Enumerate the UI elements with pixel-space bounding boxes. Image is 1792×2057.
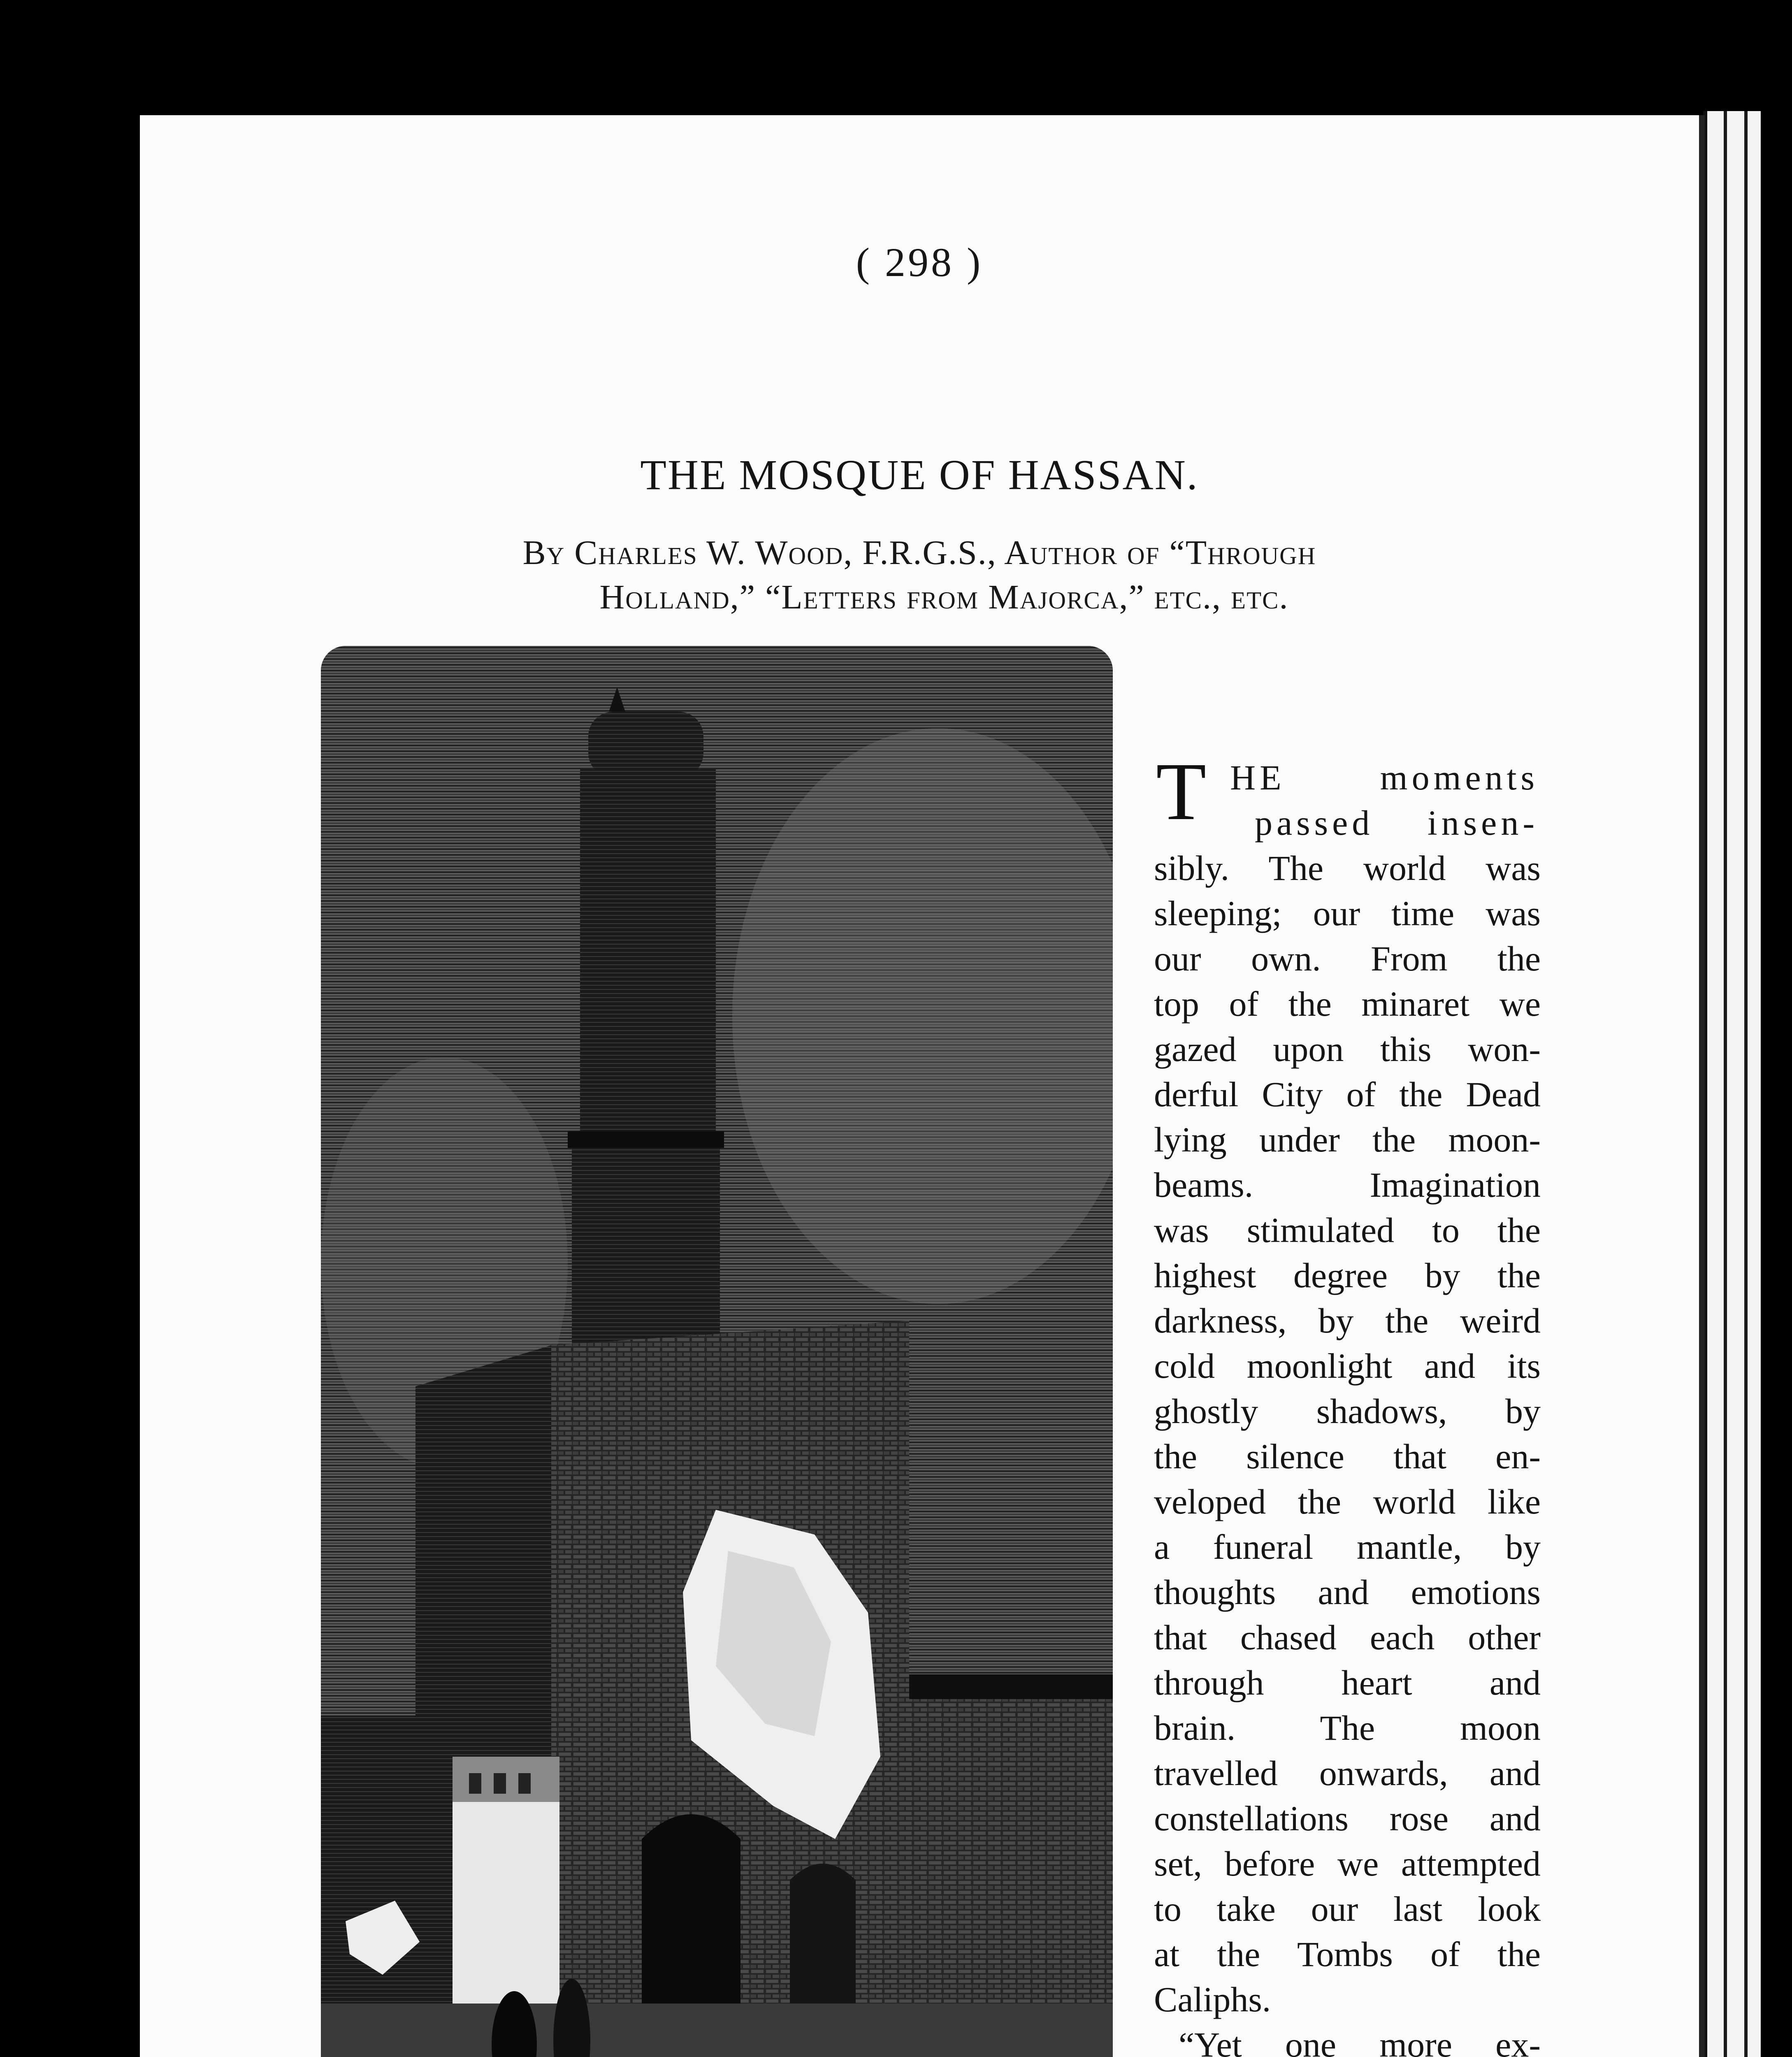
column-line: travelled onwards, and [1154,1753,1541,1793]
column-line: thoughts and emotions [1154,1572,1541,1612]
column-line: brain. The moon [1154,1708,1541,1748]
column-line: lying under the moon- [1154,1120,1541,1159]
column-line: a funeral mantle, by [1154,1527,1541,1567]
column-line: highest degree by the [1154,1256,1541,1295]
column-line: cold moonlight and its [1154,1346,1541,1386]
book-page [140,115,1705,2057]
page-number: ( 298 ) [856,239,983,285]
byline-line-2: Holland,” “Letters from Majorca,” etc., etc. [599,578,1289,616]
column-line: ghostly shadows, by [1154,1391,1541,1431]
column-line: Caliphs. [1154,1980,1271,2019]
next-page-edge [1703,111,1761,2057]
column-line: constellations rose and [1154,1799,1541,1838]
mosque-engraving [321,646,1113,2057]
column-line: to take our last look [1154,1889,1541,1929]
column-line: sibly. The world was [1154,848,1541,888]
column-line: gazed upon this won- [1154,1029,1541,1069]
column-line: veloped the world like [1154,1482,1541,1521]
column-line: darkness, by the weird [1154,1301,1541,1340]
column-line: sleeping; our time was [1154,894,1541,933]
opening-line-1: HE moments [1230,758,1539,797]
article-title: THE MOSQUE OF HASSAN. [640,451,1199,499]
column-line: the silence that en- [1154,1437,1541,1476]
byline-line-1: By Charles W. Wood, F.R.G.S., Author of “Through [522,534,1316,572]
column-line: at the Tombs of the [1154,1934,1541,1974]
column-line: our own. From the [1154,939,1541,978]
column-text [1154,845,1541,2057]
column-line: set, before we attempted [1154,1844,1541,1883]
drop-cap: T [1156,746,1207,837]
byline [140,531,1699,620]
opening-line-2: passed insen- [1255,803,1539,843]
column-line: that chased each other [1154,1618,1541,1657]
column-line: was stimulated to the [1154,1210,1541,1250]
column-line: derful City of the Dead [1154,1075,1541,1114]
column-line: “Yet one more ex- [1179,2025,1541,2057]
column-line: top of the minaret we [1154,984,1541,1024]
column-line: through heart and [1154,1663,1541,1702]
opening-lines [1230,755,1539,845]
column-line: beams. Imagination [1154,1165,1541,1205]
